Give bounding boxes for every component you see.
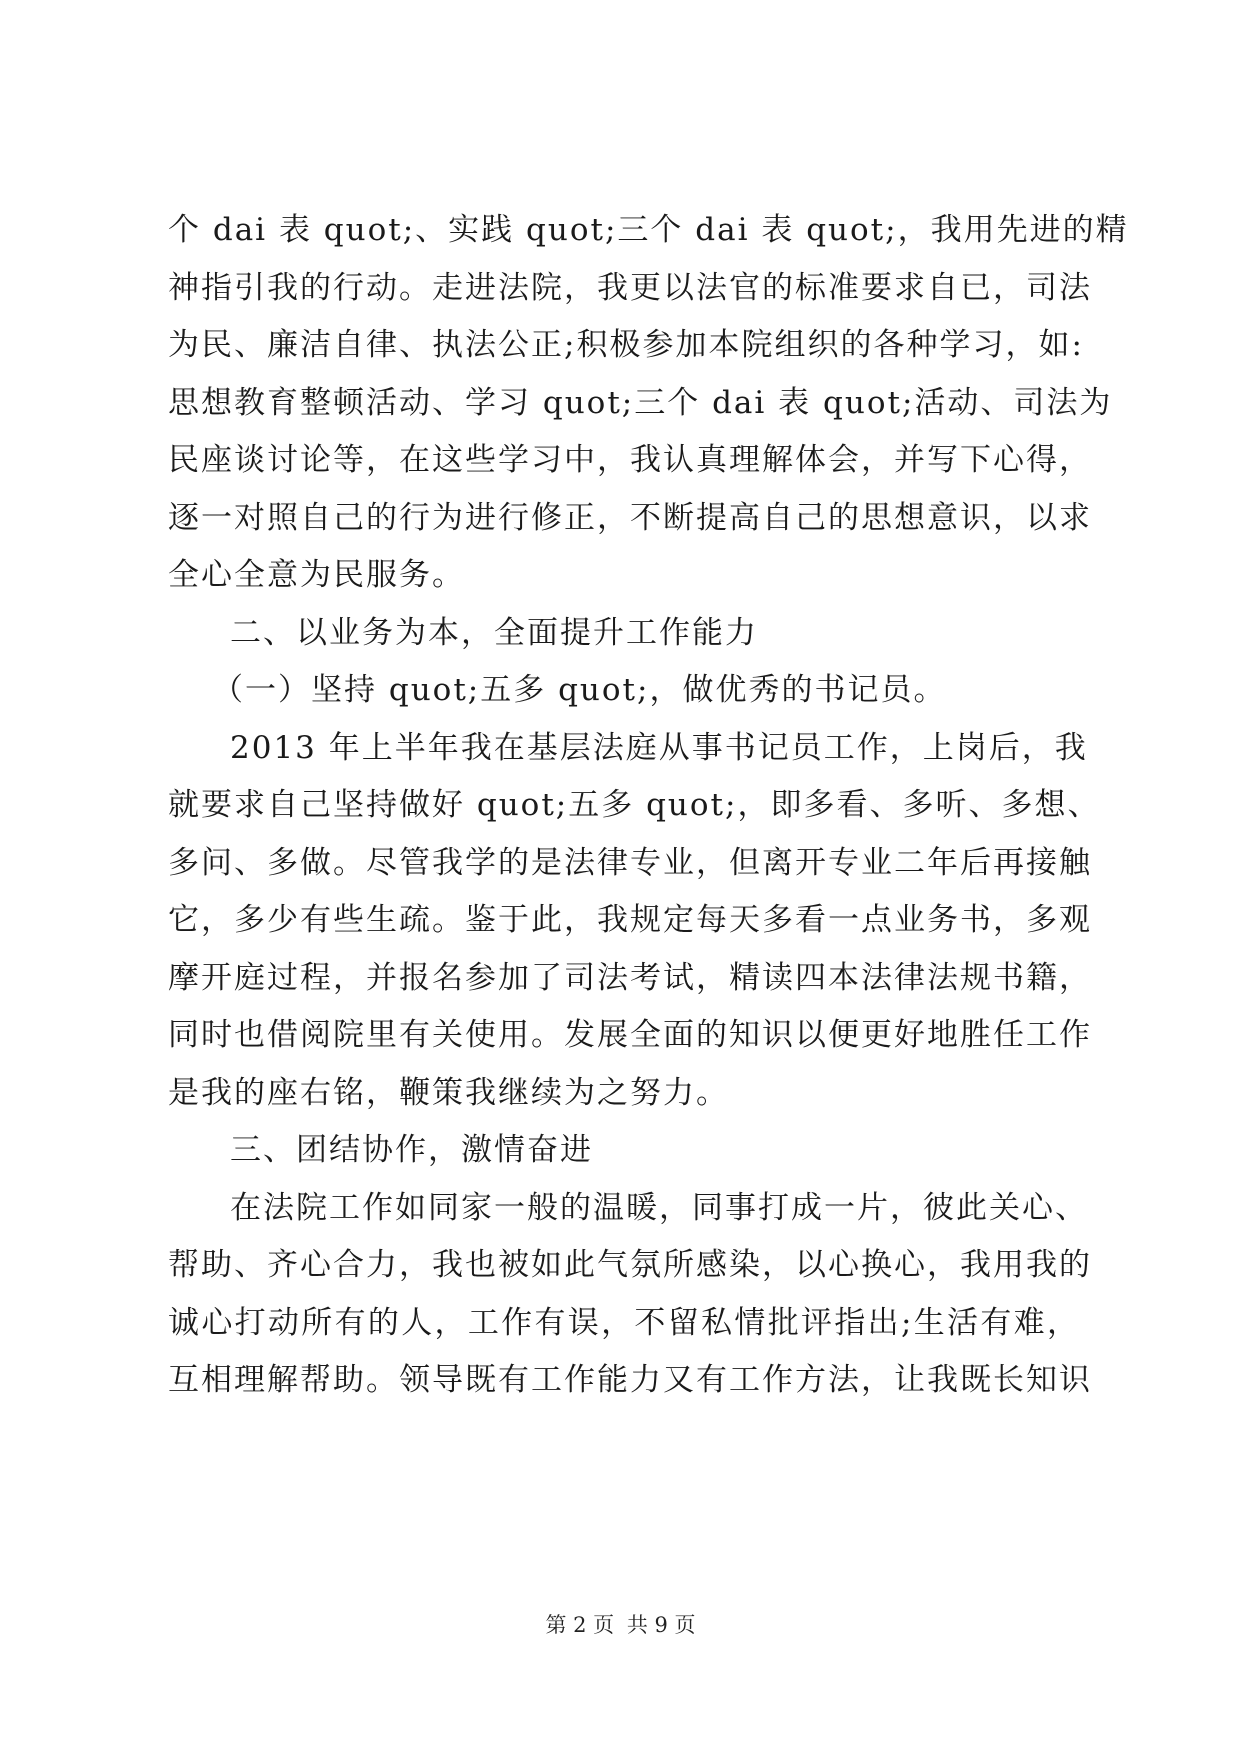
text-line: 互相理解帮助。领导既有工作能力又有工作方法，让我既长知识 [168, 1362, 1092, 1398]
text-line: 民座谈讨论等，在这些学习中，我认真理解体会，并写下心得， [168, 442, 1092, 478]
text-line: 是我的座右铭，鞭策我继续为之努力。 [168, 1075, 729, 1111]
text-line: 逐一对照自己的行为进行修正，不断提高自己的思想意识，以求 [168, 500, 1092, 536]
text-line: 摩开庭过程，并报名参加了司法考试，精读四本法律法规书籍， [168, 960, 1092, 996]
text-line: 2013 年上半年我在基层法庭从事书记员工作，上岗后，我 [230, 730, 1088, 766]
text-line: 个 dai 表 quot;、实践 quot;三个 dai 表 quot;，我用先进的精 [168, 212, 1129, 248]
subsection-heading: （一）坚持 quot;五多 quot;，做优秀的书记员。 [212, 672, 947, 708]
text-line: 神指引我的行动。走进法院，我更以法官的标准要求自已，司法 [168, 270, 1092, 306]
text-line: 同时也借阅院里有关使用。发展全面的知识以便更好地胜任工作 [168, 1017, 1092, 1053]
text-line: 思想教育整顿活动、学习 quot;三个 dai 表 quot;活动、司法为 [168, 385, 1113, 421]
text-line: 在法院工作如同家一般的温暖，同事打成一片，彼此关心、 [230, 1190, 1088, 1226]
page-total: 共 9 页 [626, 1613, 696, 1637]
page-number: 第 2 页 [545, 1613, 615, 1637]
text-line: 诚心打动所有的人，工作有误，不留私情批评指出;生活有难， [168, 1305, 1080, 1341]
text-line: 就要求自己坚持做好 quot;五多 quot;，即多看、多听、多想、 [168, 787, 1101, 823]
text-line: 帮助、齐心合力，我也被如此气氛所感染，以心换心，我用我的 [168, 1247, 1092, 1283]
text-line: 为民、廉洁自律、执法公正;积极参加本院组织的各种学习，如: [168, 327, 1084, 363]
section-heading: 三、团结协作，激情奋进 [230, 1132, 593, 1168]
section-heading: 二、以业务为本，全面提升工作能力 [230, 615, 758, 651]
text-line: 全心全意为民服务。 [168, 557, 465, 593]
text-line: 它，多少有些生疏。鉴于此，我规定每天多看一点业务书，多观 [168, 902, 1092, 938]
text-line: 多问、多做。尽管我学的是法律专业，但离开专业二年后再接触 [168, 845, 1092, 881]
page-footer [0, 1610, 1241, 1640]
